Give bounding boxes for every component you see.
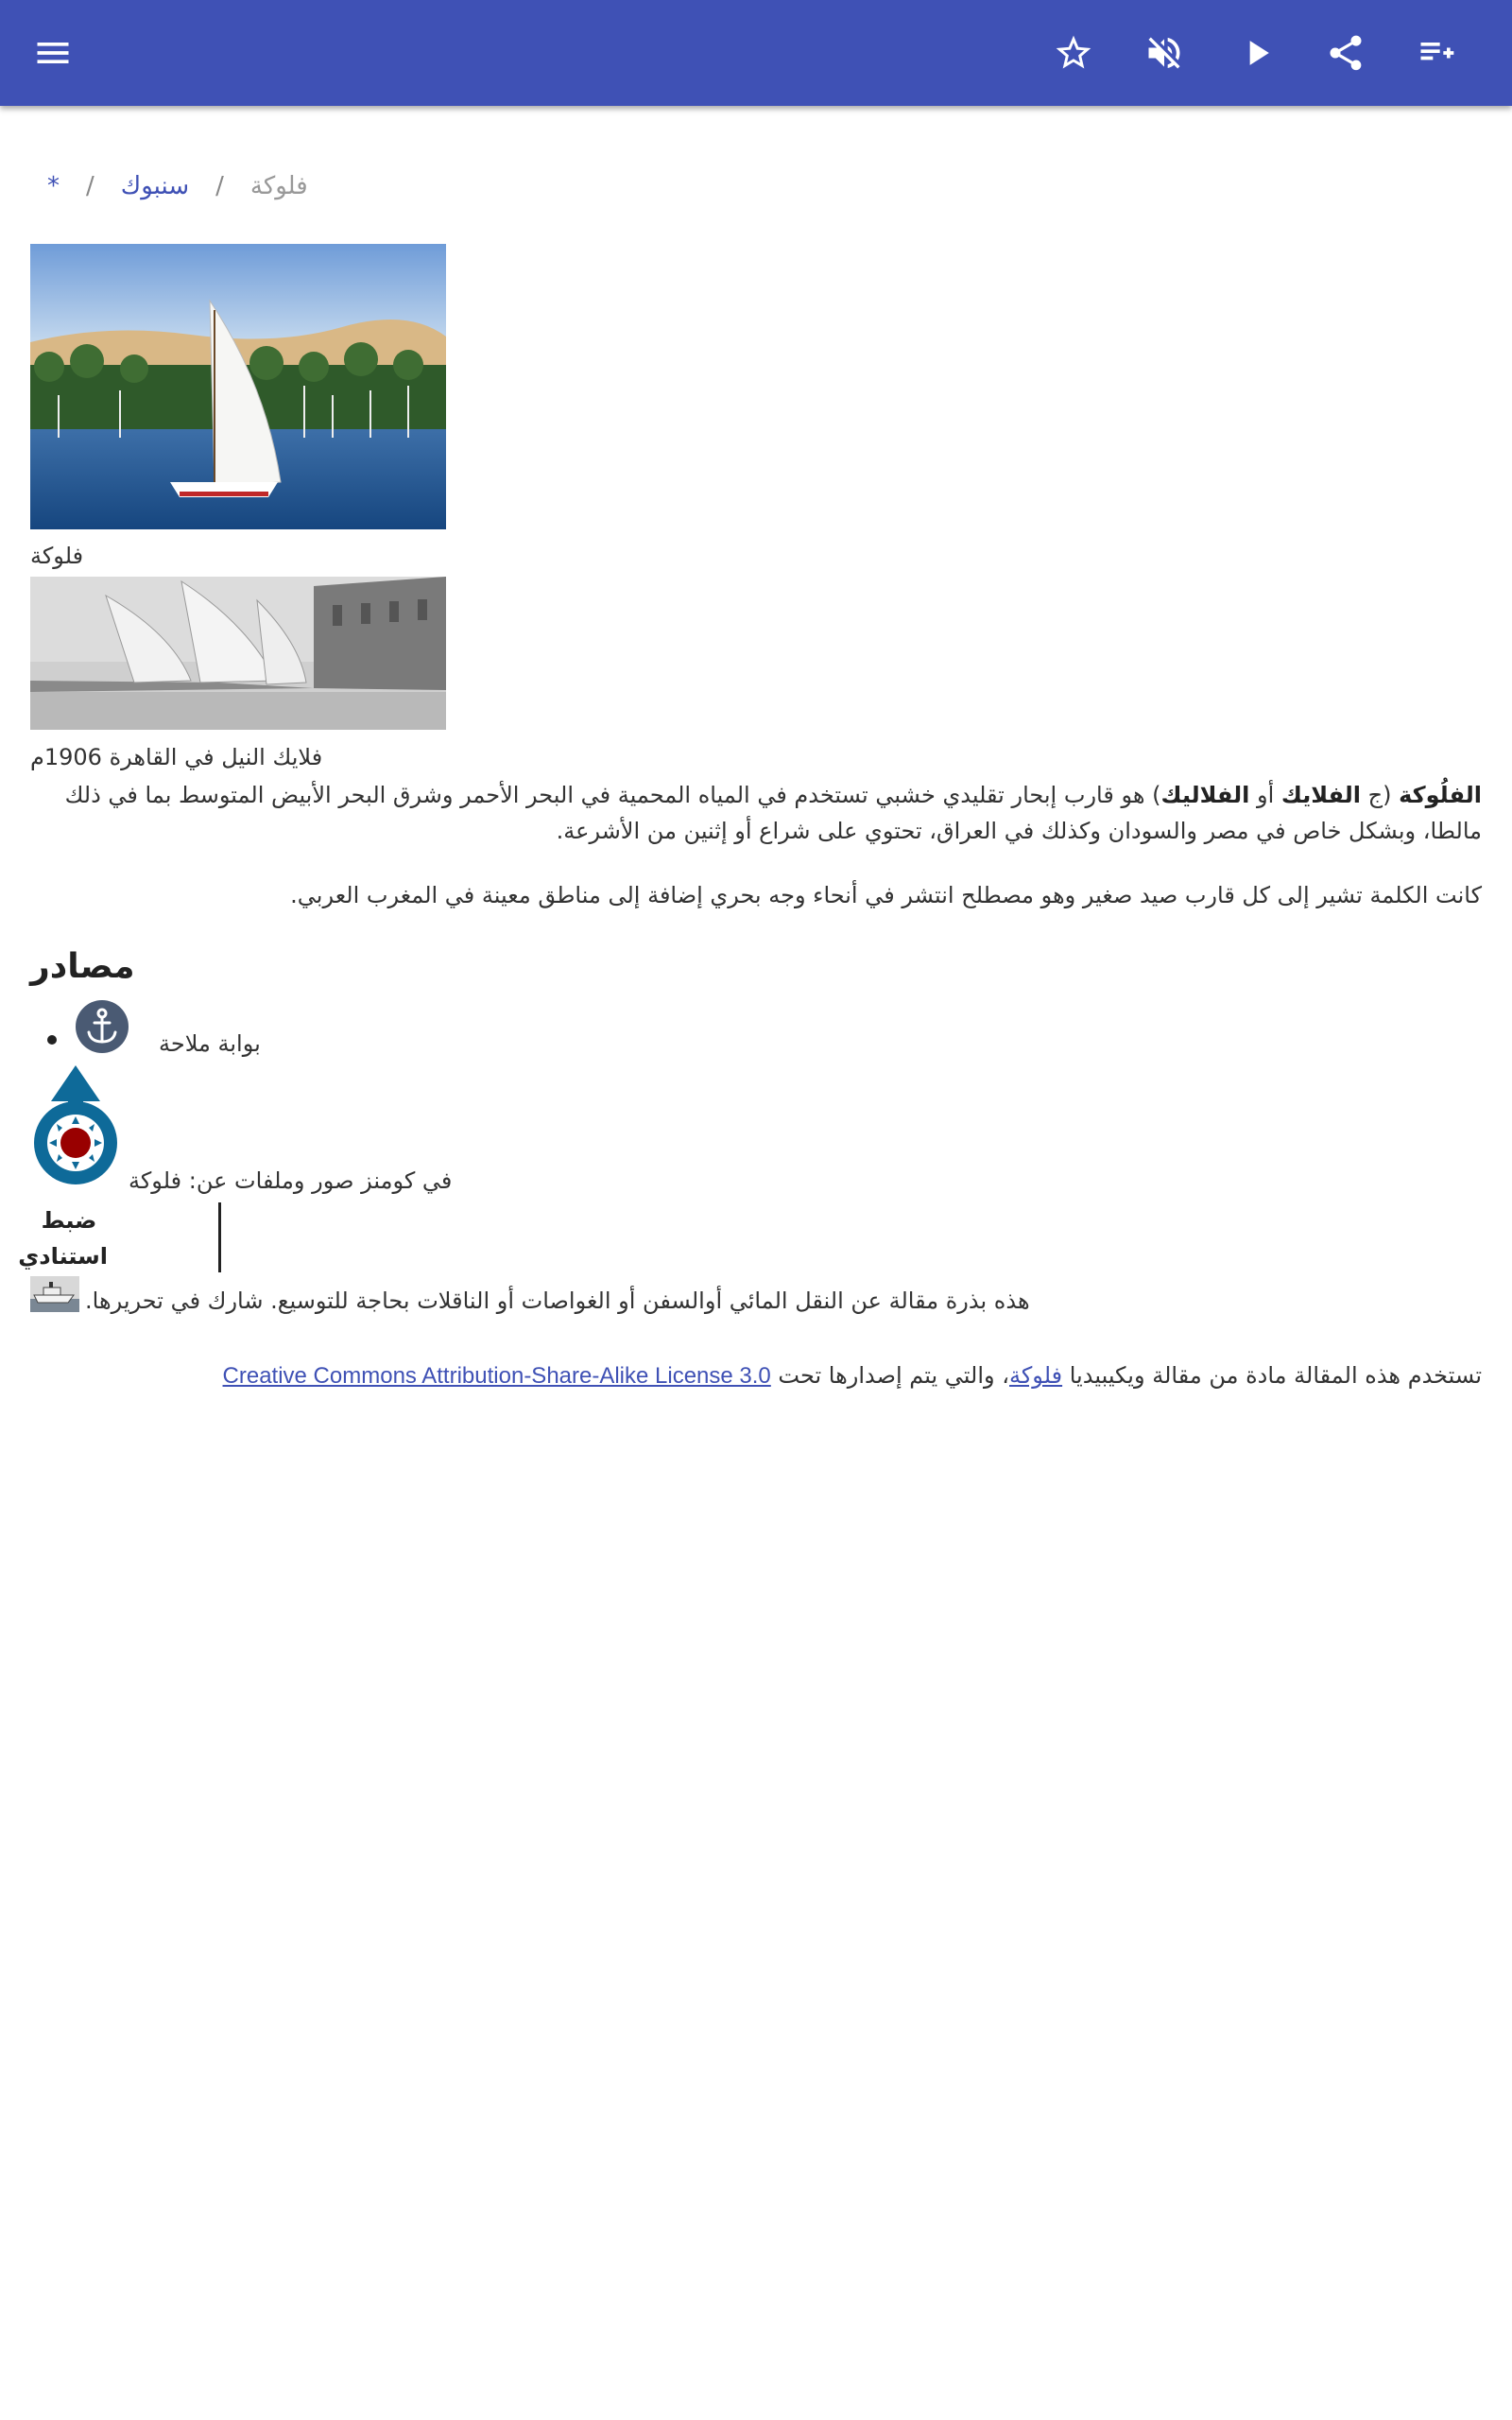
divider (218, 1202, 221, 1272)
stub-notice: هذه بذرة مقالة عن النقل المائي أوالسفن أو الغواصات أو الناقلات بحاجة للتوسيع. شارك في تحريرها. (85, 1288, 1030, 1314)
breadcrumb-parent[interactable]: سنبوك (120, 172, 190, 200)
article-paragraph: كانت الكلمة تشير إلى كل قارب صيد صغير وهو مصطلح انتشر في أنحاء وجه بحري إضافة إلى مناطق معينة في المغرب العربي. (290, 882, 1482, 908)
portal-link[interactable]: بوابة ملاحة (159, 1030, 261, 1057)
commons-text: في كومنز صور وملفات عن: فلوكة (129, 1167, 453, 1194)
breadcrumb-separator: / (86, 172, 94, 200)
playlist-icon[interactable] (1410, 26, 1463, 79)
wikimedia-commons-icon[interactable] (30, 1063, 121, 1188)
felucca-photo[interactable] (30, 244, 446, 529)
list-bullet (47, 1035, 57, 1045)
star-outline-icon[interactable] (1047, 26, 1100, 79)
anchor-icon[interactable] (76, 1000, 129, 1053)
authority-control-label: ضبط استنادي (18, 1207, 108, 1270)
breadcrumb-home[interactable]: * (47, 172, 60, 200)
historic-feluccas-photo[interactable] (30, 577, 446, 730)
share-icon[interactable] (1319, 26, 1372, 79)
figure-caption: فلوكة (30, 543, 84, 569)
term-bold: الفلُوكة (1399, 782, 1482, 808)
breadcrumb-separator: / (215, 172, 224, 200)
figure-caption: فلايك النيل في القاهرة 1906م (30, 744, 323, 770)
play-icon[interactable] (1230, 26, 1283, 79)
app-toolbar (0, 0, 1512, 106)
license-notice: تستخدم هذه المقالة مادة من مقالة ويكيبيديا فلوكة، والتي يتم إصدارها تحت Creative Commons Attribution-Share-Alike License 3.0 (222, 1362, 1482, 1389)
breadcrumb (47, 172, 308, 200)
menu-icon[interactable] (26, 26, 79, 79)
breadcrumb-current: فلوكة (249, 172, 308, 200)
sources-heading: مصادر (30, 947, 135, 986)
license-link[interactable]: Creative Commons Attribution-Share-Alike License 3.0 (222, 1363, 771, 1389)
volume-off-icon[interactable] (1138, 26, 1191, 79)
ship-icon (30, 1276, 79, 1312)
article-link[interactable]: فلوكة (1009, 1362, 1063, 1389)
article-paragraph: الفلُوكة (ج الفلايك أو الفلاليك) هو قارب إبحار تقليدي خشبي تستخدم في المياه المحمية في البحر الأحمر وشرق البحر الأبيض المتوسط بما في ذلك مالطا، وبشكل خاص في مصر والسودان وكذلك في العراق، تحتوي على شراع أو إثنين من الأشرعة. (64, 782, 1482, 844)
